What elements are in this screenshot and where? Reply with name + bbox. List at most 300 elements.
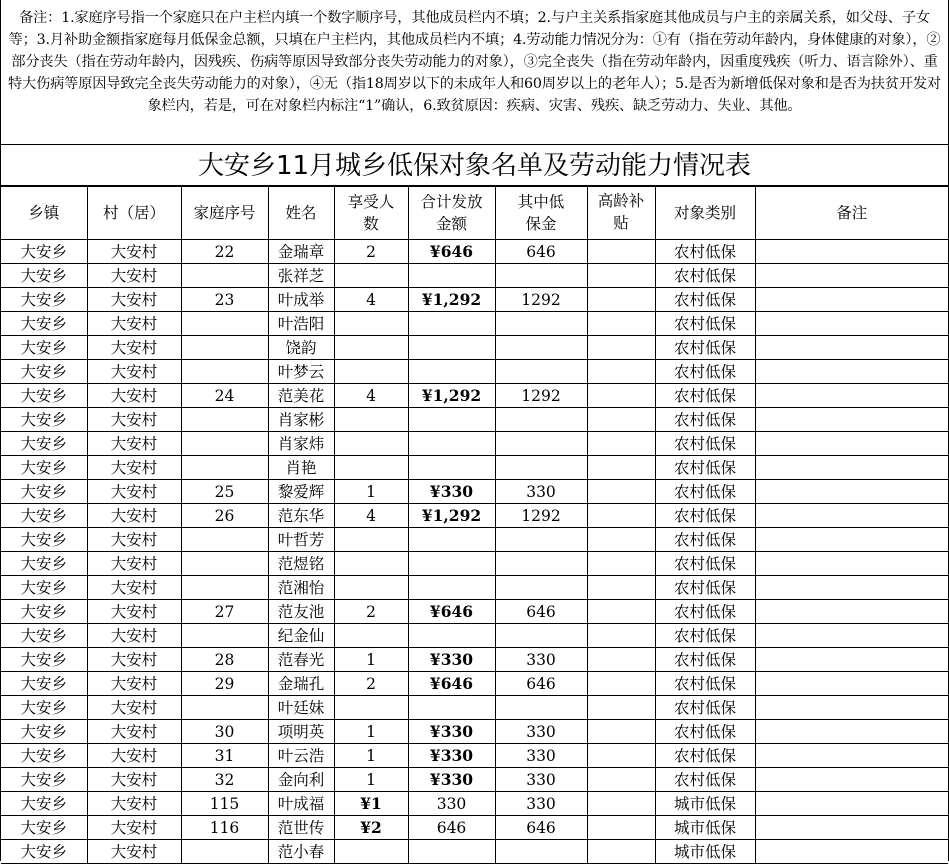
cell-remark: [755, 384, 948, 408]
cell-name: 叶哲芳: [268, 528, 334, 552]
cell-elderly: [587, 696, 655, 720]
cell-category: 农村低保: [655, 648, 755, 672]
cell-remark: [755, 624, 948, 648]
cell-allowance: [495, 312, 587, 336]
cell-township: 大安乡: [1, 288, 87, 312]
cell-allowance: 330: [495, 480, 587, 504]
cell-total: [408, 264, 495, 288]
cell-family-no: [181, 336, 268, 360]
cell-family-no: [181, 576, 268, 600]
cell-total: [408, 552, 495, 576]
table-row: [1, 720, 948, 744]
cell-village: 大安村: [87, 504, 181, 528]
cell-persons: [334, 576, 408, 600]
cell-allowance: [495, 360, 587, 384]
cell-allowance: 1292: [495, 384, 587, 408]
cell-name: 饶韵: [268, 336, 334, 360]
cell-allowance: 330: [495, 792, 587, 816]
cell-total: ¥1,292: [408, 504, 495, 528]
cell-township: 大安乡: [1, 432, 87, 456]
table-row: [1, 792, 948, 816]
cell-family-no: [181, 696, 268, 720]
cell-name: 叶廷妹: [268, 696, 334, 720]
cell-township: 大安乡: [1, 264, 87, 288]
table-row: [1, 528, 948, 552]
cell-persons: 2: [334, 672, 408, 696]
cell-persons: [334, 696, 408, 720]
cell-village: 大安村: [87, 408, 181, 432]
cell-township: 大安乡: [1, 600, 87, 624]
cell-elderly: [587, 624, 655, 648]
cell-name: 叶成福: [268, 792, 334, 816]
cell-category: 农村低保: [655, 432, 755, 456]
cell-township: 大安乡: [1, 816, 87, 840]
cell-persons: 1: [334, 648, 408, 672]
cell-remark: [755, 576, 948, 600]
cell-category: 城市低保: [655, 816, 755, 840]
cell-elderly: [587, 408, 655, 432]
cell-total: [408, 696, 495, 720]
cell-total: ¥1,292: [408, 384, 495, 408]
cell-village: 大安村: [87, 456, 181, 480]
table-row: [1, 360, 948, 384]
cell-family-no: [181, 624, 268, 648]
cell-name: 范美花: [268, 384, 334, 408]
cell-remark: [755, 720, 948, 744]
cell-name: 金瑞章: [268, 240, 334, 264]
header-village: 村（居）: [87, 187, 181, 240]
cell-name: 肖家炜: [268, 432, 334, 456]
table-body: [1, 240, 948, 864]
cell-elderly: [587, 840, 655, 864]
header-total: 合计发放金额: [408, 187, 495, 240]
cell-persons: 4: [334, 504, 408, 528]
cell-family-no: 23: [181, 288, 268, 312]
cell-elderly: [587, 552, 655, 576]
cell-category: 农村低保: [655, 600, 755, 624]
table-row: [1, 672, 948, 696]
cell-township: 大安乡: [1, 744, 87, 768]
cell-persons: [334, 552, 408, 576]
cell-township: 大安乡: [1, 240, 87, 264]
cell-category: 农村低保: [655, 312, 755, 336]
cell-name: 肖家彬: [268, 408, 334, 432]
cell-total: ¥646: [408, 600, 495, 624]
cell-village: 大安村: [87, 816, 181, 840]
cell-persons: 1: [334, 720, 408, 744]
cell-family-no: 31: [181, 744, 268, 768]
cell-township: 大安乡: [1, 504, 87, 528]
cell-family-no: 116: [181, 816, 268, 840]
cell-persons: 2: [334, 600, 408, 624]
table-row: [1, 840, 948, 864]
cell-village: 大安村: [87, 792, 181, 816]
table-row: [1, 384, 948, 408]
table-row: [1, 696, 948, 720]
cell-village: 大安村: [87, 552, 181, 576]
cell-remark: [755, 792, 948, 816]
cell-village: 大安村: [87, 480, 181, 504]
cell-township: 大安乡: [1, 408, 87, 432]
cell-allowance: [495, 840, 587, 864]
cell-family-no: [181, 528, 268, 552]
table-row: [1, 336, 948, 360]
cell-township: 大安乡: [1, 672, 87, 696]
cell-remark: [755, 504, 948, 528]
cell-category: 农村低保: [655, 288, 755, 312]
cell-elderly: [587, 240, 655, 264]
cell-remark: [755, 408, 948, 432]
cell-remark: [755, 840, 948, 864]
cell-township: 大安乡: [1, 624, 87, 648]
cell-persons: 1: [334, 768, 408, 792]
cell-total: ¥646: [408, 672, 495, 696]
cell-allowance: [495, 528, 587, 552]
cell-name: 叶浩阳: [268, 312, 334, 336]
cell-village: 大安村: [87, 288, 181, 312]
cell-family-no: 32: [181, 768, 268, 792]
cell-name: 项明英: [268, 720, 334, 744]
cell-township: 大安乡: [1, 720, 87, 744]
cell-total: 330: [408, 792, 495, 816]
cell-elderly: [587, 600, 655, 624]
cell-remark: [755, 240, 948, 264]
cell-persons: [334, 432, 408, 456]
cell-township: 大安乡: [1, 840, 87, 864]
cell-category: 城市低保: [655, 792, 755, 816]
cell-allowance: [495, 264, 587, 288]
cell-elderly: [587, 792, 655, 816]
cell-persons: 1: [334, 744, 408, 768]
cell-category: 农村低保: [655, 384, 755, 408]
cell-elderly: [587, 360, 655, 384]
cell-elderly: [587, 672, 655, 696]
table-row: [1, 288, 948, 312]
cell-elderly: [587, 768, 655, 792]
cell-persons: 1: [334, 480, 408, 504]
cell-family-no: 25: [181, 480, 268, 504]
cell-category: 农村低保: [655, 360, 755, 384]
cell-total: [408, 528, 495, 552]
cell-elderly: [587, 720, 655, 744]
header-family-no: 家庭序号: [181, 187, 268, 240]
cell-township: 大安乡: [1, 696, 87, 720]
cell-village: 大安村: [87, 744, 181, 768]
cell-name: 范煜铭: [268, 552, 334, 576]
cell-family-no: 22: [181, 240, 268, 264]
cell-remark: [755, 312, 948, 336]
cell-remark: [755, 696, 948, 720]
cell-elderly: [587, 456, 655, 480]
table-row: [1, 600, 948, 624]
table-row: [1, 624, 948, 648]
cell-total: ¥330: [408, 744, 495, 768]
cell-category: 农村低保: [655, 408, 755, 432]
cell-family-no: 26: [181, 504, 268, 528]
cell-total: [408, 408, 495, 432]
cell-name: 叶梦云: [268, 360, 334, 384]
cell-village: 大安村: [87, 720, 181, 744]
cell-category: 城市低保: [655, 840, 755, 864]
cell-allowance: 646: [495, 816, 587, 840]
cell-village: 大安村: [87, 432, 181, 456]
cell-village: 大安村: [87, 576, 181, 600]
cell-remark: [755, 456, 948, 480]
cell-village: 大安村: [87, 768, 181, 792]
cell-township: 大安乡: [1, 456, 87, 480]
cell-total: [408, 456, 495, 480]
table-row: [1, 648, 948, 672]
cell-name: 金瑞孔: [268, 672, 334, 696]
cell-family-no: 115: [181, 792, 268, 816]
cell-total: ¥330: [408, 480, 495, 504]
cell-village: 大安村: [87, 240, 181, 264]
cell-allowance: 646: [495, 600, 587, 624]
table-row: [1, 264, 948, 288]
header-persons: 享受人数: [334, 187, 408, 240]
cell-family-no: [181, 312, 268, 336]
cell-category: 农村低保: [655, 672, 755, 696]
cell-allowance: 330: [495, 744, 587, 768]
cell-remark: [755, 432, 948, 456]
table-row: [1, 744, 948, 768]
table-row: [1, 432, 948, 456]
cell-name: 范小春: [268, 840, 334, 864]
cell-village: 大安村: [87, 648, 181, 672]
cell-remark: [755, 264, 948, 288]
cell-elderly: [587, 288, 655, 312]
cell-remark: [755, 648, 948, 672]
cell-township: 大安乡: [1, 768, 87, 792]
cell-elderly: [587, 744, 655, 768]
cell-persons: 4: [334, 384, 408, 408]
cell-family-no: [181, 432, 268, 456]
cell-persons: 2: [334, 240, 408, 264]
cell-allowance: 330: [495, 720, 587, 744]
cell-elderly: [587, 648, 655, 672]
cell-allowance: 1292: [495, 288, 587, 312]
cell-remark: [755, 528, 948, 552]
cell-remark: [755, 360, 948, 384]
cell-family-no: [181, 360, 268, 384]
header-allowance: 其中低保金: [495, 187, 587, 240]
cell-township: 大安乡: [1, 336, 87, 360]
cell-allowance: [495, 336, 587, 360]
cell-township: 大安乡: [1, 312, 87, 336]
cell-category: 农村低保: [655, 240, 755, 264]
cell-elderly: [587, 480, 655, 504]
cell-name: 范湘怡: [268, 576, 334, 600]
cell-elderly: [587, 816, 655, 840]
cell-allowance: 1292: [495, 504, 587, 528]
cell-persons: [334, 408, 408, 432]
cell-village: 大安村: [87, 672, 181, 696]
cell-family-no: [181, 408, 268, 432]
beneficiary-table: [1, 186, 948, 864]
cell-township: 大安乡: [1, 384, 87, 408]
cell-category: 农村低保: [655, 720, 755, 744]
cell-allowance: [495, 552, 587, 576]
table-row: [1, 552, 948, 576]
cell-family-no: [181, 456, 268, 480]
cell-family-no: 24: [181, 384, 268, 408]
header-category: 对象类别: [655, 187, 755, 240]
cell-total: ¥330: [408, 720, 495, 744]
cell-village: 大安村: [87, 264, 181, 288]
cell-family-no: [181, 264, 268, 288]
cell-category: 农村低保: [655, 336, 755, 360]
cell-persons: [334, 528, 408, 552]
cell-family-no: [181, 840, 268, 864]
table-row: [1, 816, 948, 840]
cell-persons: [334, 360, 408, 384]
cell-allowance: 646: [495, 240, 587, 264]
cell-category: 农村低保: [655, 576, 755, 600]
header-elderly: 高龄补贴: [587, 187, 655, 240]
cell-name: 叶成举: [268, 288, 334, 312]
cell-name: 范世传: [268, 816, 334, 840]
cell-village: 大安村: [87, 360, 181, 384]
cell-township: 大安乡: [1, 480, 87, 504]
cell-allowance: 646: [495, 672, 587, 696]
cell-total: [408, 840, 495, 864]
cell-category: 农村低保: [655, 768, 755, 792]
cell-category: 农村低保: [655, 456, 755, 480]
cell-family-no: 27: [181, 600, 268, 624]
cell-allowance: [495, 624, 587, 648]
cell-allowance: [495, 696, 587, 720]
table-row: [1, 312, 948, 336]
cell-name: 肖艳: [268, 456, 334, 480]
table-row: [1, 576, 948, 600]
cell-total: ¥1,292: [408, 288, 495, 312]
cell-name: 张祥芝: [268, 264, 334, 288]
table-row: [1, 768, 948, 792]
cell-elderly: [587, 576, 655, 600]
cell-allowance: 330: [495, 768, 587, 792]
cell-category: 农村低保: [655, 528, 755, 552]
cell-village: 大安村: [87, 696, 181, 720]
cell-remark: [755, 768, 948, 792]
cell-total: [408, 312, 495, 336]
cell-family-no: 30: [181, 720, 268, 744]
table-row: [1, 456, 948, 480]
table-row: [1, 240, 948, 264]
header-name: 姓名: [268, 187, 334, 240]
cell-persons: ¥2: [334, 816, 408, 840]
cell-persons: [334, 312, 408, 336]
cell-category: 农村低保: [655, 744, 755, 768]
cell-allowance: [495, 576, 587, 600]
cell-township: 大安乡: [1, 528, 87, 552]
cell-name: 叶云浩: [268, 744, 334, 768]
cell-village: 大安村: [87, 384, 181, 408]
cell-village: 大安村: [87, 840, 181, 864]
header-township: 乡镇: [1, 187, 87, 240]
cell-family-no: 28: [181, 648, 268, 672]
cell-elderly: [587, 264, 655, 288]
header-row: [1, 187, 948, 240]
cell-remark: [755, 672, 948, 696]
cell-category: 农村低保: [655, 264, 755, 288]
cell-name: 范春光: [268, 648, 334, 672]
cell-persons: [334, 336, 408, 360]
cell-township: 大安乡: [1, 648, 87, 672]
cell-remark: [755, 600, 948, 624]
cell-family-no: [181, 552, 268, 576]
cell-village: 大安村: [87, 528, 181, 552]
cell-elderly: [587, 504, 655, 528]
cell-total: [408, 360, 495, 384]
cell-category: 农村低保: [655, 480, 755, 504]
cell-total: 646: [408, 816, 495, 840]
cell-persons: [334, 456, 408, 480]
cell-name: 金向利: [268, 768, 334, 792]
cell-name: 纪金仙: [268, 624, 334, 648]
cell-township: 大安乡: [1, 792, 87, 816]
table-row: [1, 504, 948, 528]
cell-name: 范东华: [268, 504, 334, 528]
cell-remark: [755, 480, 948, 504]
cell-category: 农村低保: [655, 552, 755, 576]
table-row: [1, 408, 948, 432]
cell-township: 大安乡: [1, 552, 87, 576]
cell-allowance: [495, 432, 587, 456]
cell-total: [408, 432, 495, 456]
cell-village: 大安村: [87, 600, 181, 624]
cell-remark: [755, 336, 948, 360]
cell-family-no: 29: [181, 672, 268, 696]
cell-allowance: [495, 408, 587, 432]
cell-persons: ¥1: [334, 792, 408, 816]
cell-village: 大安村: [87, 624, 181, 648]
cell-category: 农村低保: [655, 696, 755, 720]
cell-allowance: [495, 456, 587, 480]
cell-allowance: 330: [495, 648, 587, 672]
cell-elderly: [587, 432, 655, 456]
cell-elderly: [587, 384, 655, 408]
cell-elderly: [587, 336, 655, 360]
table-title: 大安乡11月城乡低保对象名单及劳动能力情况表: [1, 146, 948, 186]
cell-total: ¥330: [408, 648, 495, 672]
cell-remark: [755, 552, 948, 576]
cell-township: 大安乡: [1, 576, 87, 600]
cell-remark: [755, 288, 948, 312]
cell-elderly: [587, 312, 655, 336]
notes-paragraph: 备注：1.家庭序号指一个家庭只在户主栏内填一个数字顺序号，其他成员栏内不填；2.与户主关系指家庭其他成员与户主的亲属关系，如父母、子女等；3.月补助金额指家庭每月低保金总额，只填在户主栏内，其他成员栏内不填；4.劳动能力情况分为：①有（指在劳动年龄内，身体健康的对象），②部分丧失（指在劳动年龄内，因残疾、伤病等原因导致部分丧失劳动能力的对象），③完全丧失（指在劳动年龄内，因重度残疾（听力、语言除外）、重特大伤病等原因导致完全丧失劳动能力的对象），④无（指18周岁以下的未成年人和60周岁以上的老年人）；5.是否为新增低保对象和是否为扶贫开发对象栏内，若是，可在对象栏内标注“1”确认，6.致贫原因：疾病、灾害、残疾、缺乏劳动力、失业、其他。: [1, 0, 948, 145]
cell-category: 农村低保: [655, 624, 755, 648]
cell-persons: [334, 624, 408, 648]
cell-persons: 4: [334, 288, 408, 312]
cell-persons: [334, 264, 408, 288]
cell-village: 大安村: [87, 336, 181, 360]
cell-total: [408, 336, 495, 360]
cell-category: 农村低保: [655, 504, 755, 528]
table-row: [1, 480, 948, 504]
cell-persons: [334, 840, 408, 864]
cell-total: [408, 624, 495, 648]
cell-township: 大安乡: [1, 360, 87, 384]
cell-total: [408, 576, 495, 600]
cell-elderly: [587, 528, 655, 552]
cell-remark: [755, 816, 948, 840]
cell-total: ¥330: [408, 768, 495, 792]
cell-remark: [755, 744, 948, 768]
cell-name: 范友池: [268, 600, 334, 624]
cell-village: 大安村: [87, 312, 181, 336]
cell-name: 黎爱辉: [268, 480, 334, 504]
header-remark: 备注: [755, 187, 948, 240]
